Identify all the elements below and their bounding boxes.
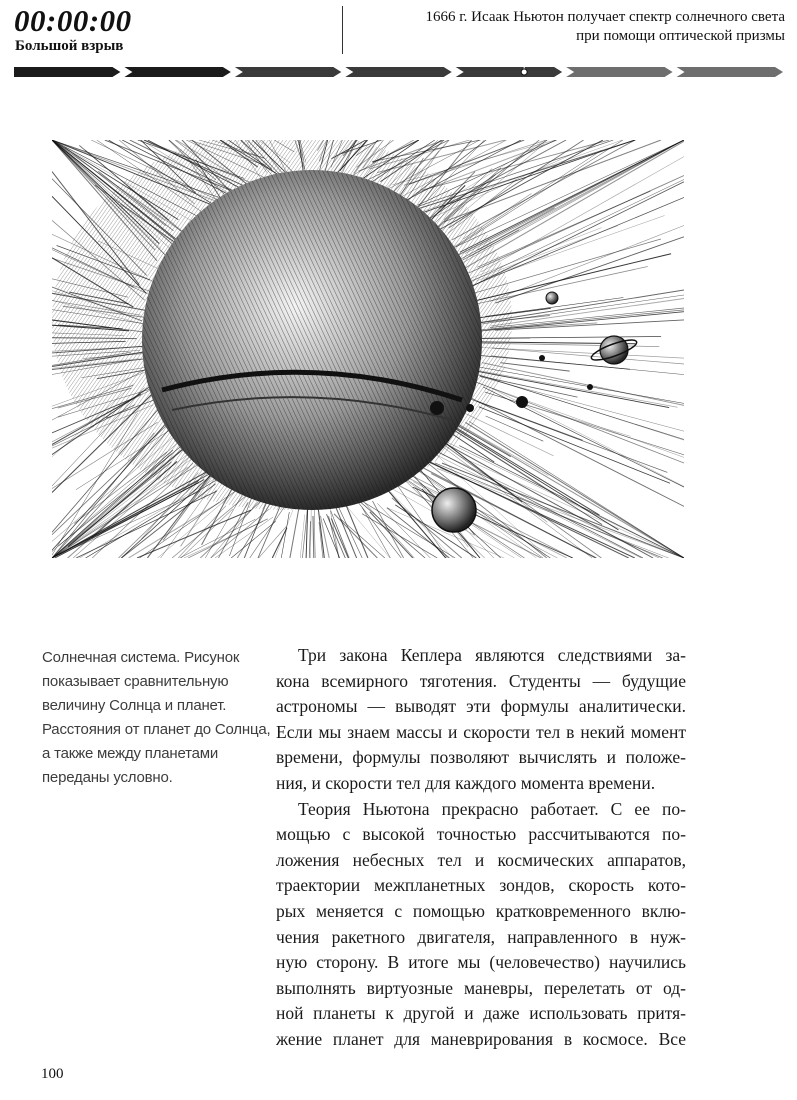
- caption-line: Расстояния от планет до Солнца,: [42, 721, 271, 738]
- planet-venus: [466, 404, 474, 412]
- sun-ray: [444, 416, 684, 558]
- header-divider: [342, 6, 343, 54]
- sun-ray: [481, 157, 684, 272]
- header-event-line-2: при помощи оптической призмы: [576, 28, 785, 44]
- planet-uranus: [587, 384, 593, 390]
- header-event-line-1: 1666 г. Исаак Ньютон получает спектр солнечного света: [425, 9, 785, 25]
- solar-system-drawing-icon: [52, 140, 684, 558]
- body-line: астрономы — выводят эти формулы аналитически.: [276, 696, 686, 717]
- header-era: Большой взрыв: [15, 38, 124, 54]
- body-line: ложения небесных тел и космических аппаратов,: [276, 849, 686, 870]
- timeline-bar: [14, 64, 787, 80]
- caption-line: переданы условно.: [42, 769, 173, 786]
- caption-line: Солнечная система. Рисунок: [42, 649, 240, 666]
- sun-ray: [350, 493, 425, 558]
- sun-ray: [313, 516, 314, 558]
- sun-ray: [442, 463, 684, 558]
- sun-ray: [188, 519, 268, 558]
- sun-ray: [250, 506, 285, 558]
- timeline-segment: [566, 67, 672, 77]
- sun-ray: [352, 495, 401, 558]
- body-line: чения ракетного двигателя, направленного в нуж-: [276, 926, 686, 947]
- sun-ray: [215, 517, 273, 558]
- timeline-segment: [235, 67, 341, 77]
- body-line: ния, и скорости тел для каждого момента времени.: [276, 772, 656, 793]
- caption-line: величину Солнца и планет.: [42, 697, 227, 714]
- body-line: рых меняется с помощью кратковременного вклю-: [276, 900, 686, 921]
- sun-ray: [478, 140, 684, 250]
- timeline-graphic: [14, 64, 787, 80]
- sun-ray: [478, 401, 583, 440]
- planet-jupiter: [432, 488, 476, 532]
- body-line: траектории межпланетных зондов, скорость кото-: [276, 875, 686, 896]
- planet-small: [546, 292, 558, 304]
- header-time: 00:00:00: [14, 3, 132, 38]
- body-text: [276, 643, 686, 1053]
- sun-ray: [465, 378, 684, 457]
- timeline-segment: [345, 67, 451, 77]
- body-line: Теория Ньютона прекрасно работает. С ее по-: [298, 798, 686, 819]
- body-line: выполнять виртуозные маневры, перелетать от од-: [276, 977, 686, 998]
- body-line: кона всемирного тяготения. Студенты — будущие: [276, 670, 686, 691]
- body-line: времени, формулы позволяют вычислять и положе-: [276, 747, 686, 768]
- sun-ray: [422, 140, 610, 190]
- timeline-segment: [14, 67, 120, 77]
- sun-texture: [142, 170, 482, 510]
- timeline-segment: [124, 67, 230, 77]
- sun-ray: [373, 501, 404, 558]
- sun-ray: [281, 512, 289, 558]
- header-event: [345, 8, 785, 46]
- sun-ray: [476, 367, 684, 404]
- body-line: жение планет для маневрирования в космосе. Все: [276, 1028, 686, 1049]
- sun-ray: [300, 515, 305, 558]
- timeline-segment: [456, 67, 562, 77]
- sun-ray: [461, 457, 685, 558]
- body-line: Три закона Кеплера являются следствиями за-: [298, 645, 686, 665]
- sun-ray: [479, 371, 677, 408]
- sun-ray: [76, 491, 217, 558]
- sun-ray: [490, 308, 684, 328]
- sun-ray: [314, 509, 315, 558]
- timeline-segment: [677, 67, 783, 77]
- sun-ray: [492, 348, 684, 364]
- figure-caption: [42, 646, 271, 790]
- caption-line: а также между планетами: [42, 745, 219, 762]
- sun-ray: [483, 387, 684, 487]
- body-line: мощью с высокой точностью рассчитываются по-: [276, 824, 686, 845]
- body-line: ной планеты к другой и даже использовать притя-: [276, 1003, 686, 1024]
- sun-ray: [468, 371, 684, 440]
- page-number: 100: [41, 1066, 64, 1082]
- body-line: Если мы знаем массы и скорости тел в некий момент: [276, 721, 686, 742]
- planet-earth: [516, 396, 528, 408]
- sun-ray: [459, 446, 684, 558]
- sun-ray: [485, 392, 631, 436]
- planet-mars: [539, 355, 545, 361]
- body-line: ную сторону. В итоге мы (человечество) научились: [276, 952, 686, 973]
- solar-system-illustration: [52, 140, 684, 558]
- timeline-marker-dot: [521, 69, 527, 75]
- planet-mercury: [430, 401, 444, 415]
- sun-ray: [500, 363, 569, 371]
- caption-line: показывает сравнительную: [42, 673, 229, 690]
